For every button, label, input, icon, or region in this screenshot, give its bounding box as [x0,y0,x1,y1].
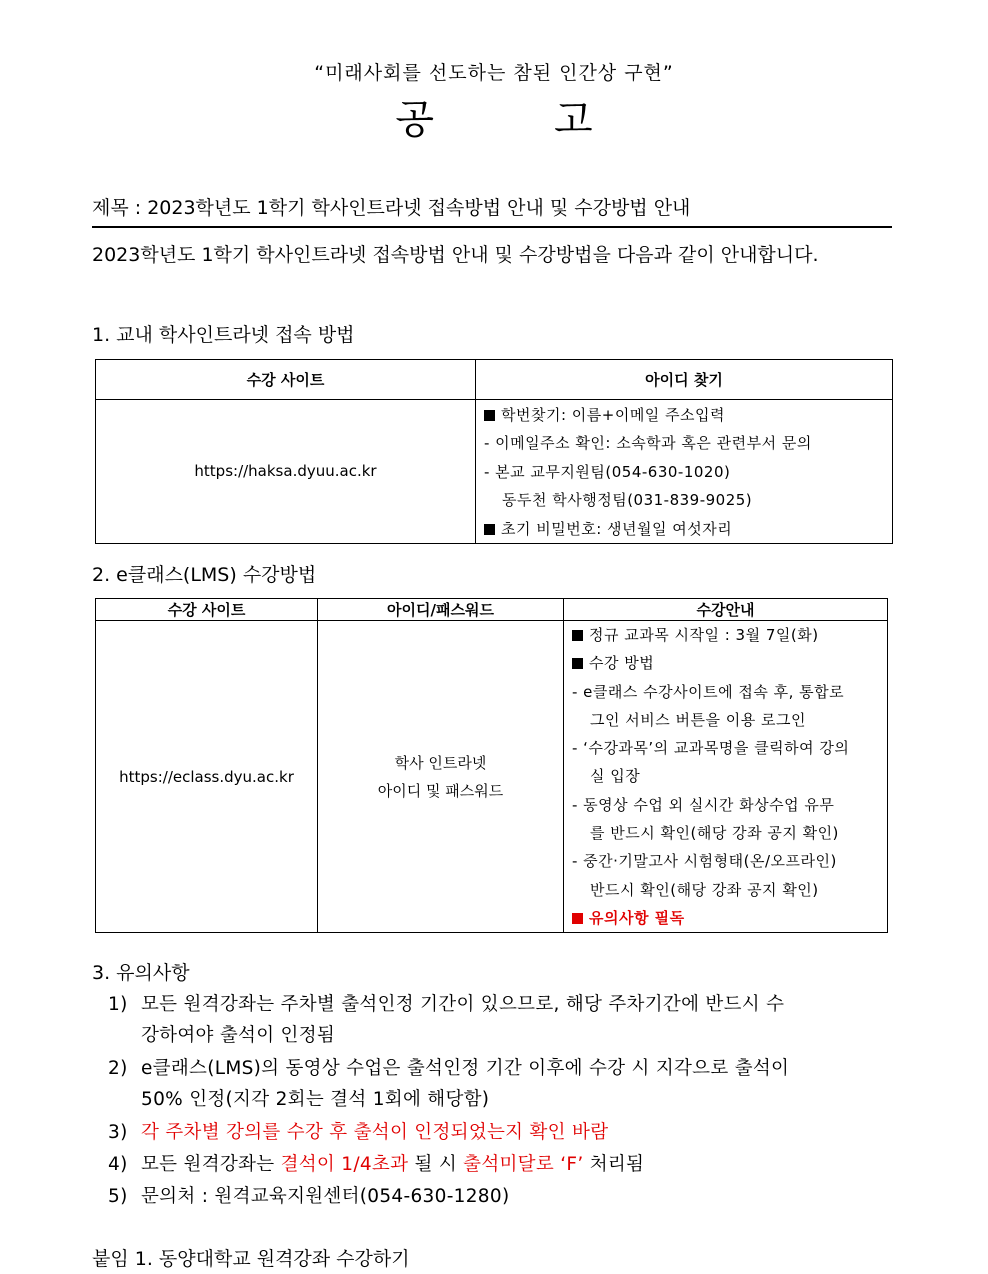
section2-title: 2. e클래스(LMS) 수강방법 [92,564,317,586]
square-bullet-icon [572,630,583,641]
list-item: 정규 교과목 시작일 : 3월 7일(화) [572,621,887,649]
list-item: 학번찾기: 이름+이메일 주소입력 [484,401,892,429]
section3-title: 3. 유의사항 [92,962,190,984]
list-item: - 본교 교무지원팀(054-630-1020) [484,462,731,481]
intranet-table [95,359,893,544]
list-item: 실 입장 [590,767,641,786]
list-item: - 중간·기말고사 시험형태(온/오프라인) [572,852,837,871]
site-url[interactable]: https://haksa.dyuu.ac.kr [96,400,476,544]
note-3: 3) 각 주차별 강의를 수강 후 출석이 인정되었는지 확인 바람 [108,1122,609,1143]
note-5: 5) 문의처 : 원격교육지원센터(054-630-1280) [108,1186,510,1207]
slogan: “미래사회를 선도하는 참된 인간상 구현” [314,62,674,84]
id-password-cell: 학사 인트라넷 아이디 및 패스워드 [318,621,564,933]
list-item: 유의사항 필독 [572,904,887,932]
heading-left: 공 [395,97,434,143]
square-bullet-icon [572,913,583,924]
table-header: 수강안내 [564,599,888,621]
note-1-cont: 강하여야 출석이 인정됨 [141,1025,336,1046]
list-item: 수강 방법 [572,649,887,677]
divider [92,226,892,228]
square-bullet-icon [572,658,583,669]
list-item: - 동영상 수업 외 실시간 화상수업 유무 [572,795,835,814]
site-url[interactable]: https://eclass.dyu.ac.kr [96,621,318,933]
list-item: 를 반드시 확인(해당 강좌 공지 확인) [590,824,839,843]
attachment[interactable]: 붙임 1. 동양대학교 원격강좌 수강하기 [92,1248,410,1270]
notice-heading [0,88,988,145]
table-header: 아이디 찾기 [476,360,893,400]
list-item: 초기 비밀번호: 생년월일 여섯자리 [484,515,892,543]
list-item: - e클래스 수강사이트에 접속 후, 통합로 [572,682,845,701]
section1-title: 1. 교내 학사인트라넷 접속 방법 [92,324,355,346]
intro-text: 2023학년도 1학기 학사인트라넷 접속방법 안내 및 수강방법을 다음과 같이 안내합니다. [92,244,819,266]
note-2: 2) e클래스(LMS)의 동영상 수업은 출석인정 기간 이후에 수강 시 지각으로 출석이 [108,1058,790,1079]
note-4: 4) 모든 원격강좌는 결석이 1/4초과 될 시 출석미달로 ‘F’ 처리됨 [108,1154,645,1175]
list-item: - 이메일주소 확인: 소속학과 혹은 관련부서 문의 [484,434,812,453]
table-header: 수강 사이트 [96,599,318,621]
square-bullet-icon [484,524,495,535]
list-item: 동두천 학사행정팀(031-839-9025) [502,491,753,510]
note-1: 1) 모든 원격강좌는 주차별 출석인정 기간이 있으므로, 해당 주차기간에 반드시 수 [108,994,785,1015]
list-item: 반드시 확인(해당 강좌 공지 확인) [590,880,819,899]
square-bullet-icon [484,410,495,421]
table-header: 수강 사이트 [96,360,476,400]
table-header: 아이디/패스워드 [318,599,564,621]
list-item: 그인 서비스 버튼을 이용 로그인 [590,710,806,729]
subject-line: 제목 : 2023학년도 1학기 학사인트라넷 접속방법 안내 및 수강방법 안내 [92,197,691,219]
eclass-table [95,598,888,933]
note-2-cont: 50% 인정(지각 2회는 결석 1회에 해당함) [141,1089,490,1110]
list-item: - ‘수강과목’의 교과목명을 클릭하여 강의 [572,739,850,758]
heading-right: 고 [554,97,593,143]
